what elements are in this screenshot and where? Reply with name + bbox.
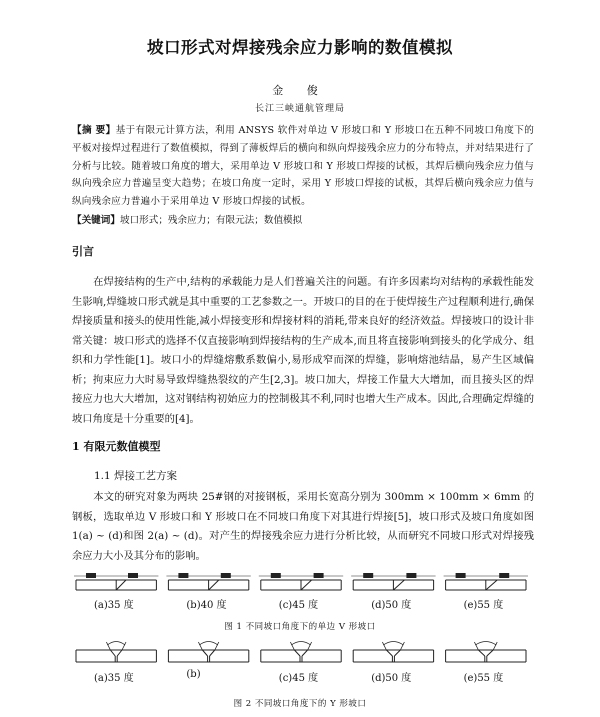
section-1-1-paragraph-text: 本文的研究对象为两块 25#钢的对接钢板，采用长宽高分别为 300mm × 100mm × 6mm 的钢板，选取单边 V 形坡口和 Y 形坡口在不同坡口角度下对其进行焊接[5]，坡口形式及坡口角度如图 1(a) ~ (d)和图 2(a) ~ (d)。对产生的焊接残余应力进行分析比较，从而研究不同坡口形式对焊接残余应力大小及其分布的影响。	[72, 491, 534, 562]
figure-1-sublabel-4: (d)50 度	[371, 600, 412, 611]
section-1-heading: 1 有限元数值模型	[72, 440, 161, 453]
figure-1-sublabel-3: (c)45 度	[278, 600, 319, 611]
figure-1-groove-4	[351, 573, 435, 590]
figure-1-groove-1	[74, 573, 158, 590]
figure-2-sublabel-1: (a)35 度	[94, 673, 134, 684]
figure-1-sublabel-2: (b)40 度	[186, 600, 227, 611]
figure-1-groove-5	[444, 573, 528, 590]
figure-2-sublabel-2: (b)	[186, 669, 201, 680]
intro-heading: 引言	[72, 245, 94, 258]
paper-title: 坡口形式对焊接残余应力影响的数值模拟	[147, 38, 453, 57]
figure-1-groove-3	[259, 573, 343, 590]
keywords-text: 坡口形式；残余应力；有限元法；数值模拟	[119, 215, 303, 226]
figure-2-groove-3	[261, 642, 341, 663]
section-1-1-heading: 1.1 焊接工艺方案	[94, 470, 178, 482]
figure-1-sublabel-5: (e)55 度	[463, 600, 504, 611]
figure-2-groove-2	[168, 642, 248, 663]
figure-2-drawings	[72, 636, 534, 672]
intro-paragraph-text: 在焊接结构的生产中,结构的承载能力是人们普遍关注的问题。有许多因素均对结构的承载性能发生影响,焊缝坡口形式就是其中重要的工艺参数之一。开坡口的目的在于使焊接生产过程顺利进行,确保焊接质量和接头的使用性能,减小焊接变形和焊接材料的消耗,带来良好的经济效益。焊接坡口的设计非常关键：坡口形式的选择不仅直接影响到焊接结构的生产成本,而且将直接影响到接头的化学成分、组织和力学性能[1]。坡口小的焊缝熔敷系数偏小,易形成窄而深的焊缝，影响熔池结晶，易产生区域偏析；拘束应力大时易导致焊缝热裂纹的产生[2,3]。坡口加大，焊接工作量大大增加，而且接头区的焊接应力也大大增加，这对钢结构初始应力的控制极其不利,同时也增大生产成本。因此,合理确定焊缝的坡口角度是十分重要的[4]。	[72, 276, 534, 425]
figure-2-sublabels	[72, 669, 534, 683]
paper-affiliation: 长江三峡通航管理局	[254, 104, 345, 114]
abstract-label: 【摘 要】	[72, 125, 116, 136]
keywords	[72, 212, 534, 229]
abstract-text: 基于有限元计算方法，利用 ANSYS 软件对单边 V 形坡口和 Y 形坡口在五种不同坡口角度下的平板对接焊过程进行了数值模拟，得到了薄板焊后的横向和纵向焊接残余应力的分布特点，并对结果进行了分析与比较。随着坡口角度的增大，采用单边 V 形坡口和 Y 形坡口焊接的试板，其焊后横向残余应力值与纵向残余应力普遍呈变大趋势；在坡口角度一定时，采用 Y 形坡口焊接的试板，其焊后横向残余应力值与纵向残余应力普遍小于采用单边 V 形坡口焊接的试板。	[72, 125, 534, 208]
figure-1-sublabels	[72, 596, 534, 610]
intro-paragraph	[72, 273, 534, 429]
figure-1-sublabel-1: (a)35 度	[94, 600, 134, 611]
figure-2-sublabel-5: (e)55 度	[463, 673, 504, 684]
figure-2-groove-5	[446, 642, 526, 663]
figure-2-sublabel-4: (d)50 度	[371, 673, 412, 684]
figure-1-groove-2	[166, 573, 250, 590]
figure-2-sublabel-3: (c)45 度	[278, 673, 319, 684]
abstract	[72, 122, 534, 211]
figure-2-groove-4	[353, 642, 433, 663]
figure-2-groove-1	[76, 642, 156, 663]
paper-author: 金 俊	[272, 84, 328, 97]
keywords-label: 【关键词】	[72, 215, 120, 226]
section-1-1-paragraph	[72, 488, 534, 566]
figure-2-caption: 图 2 不同坡口角度下的 Y 形坡口	[233, 699, 367, 709]
figure-1-caption: 图 1 不同坡口角度下的单边 V 形坡口	[224, 622, 376, 632]
